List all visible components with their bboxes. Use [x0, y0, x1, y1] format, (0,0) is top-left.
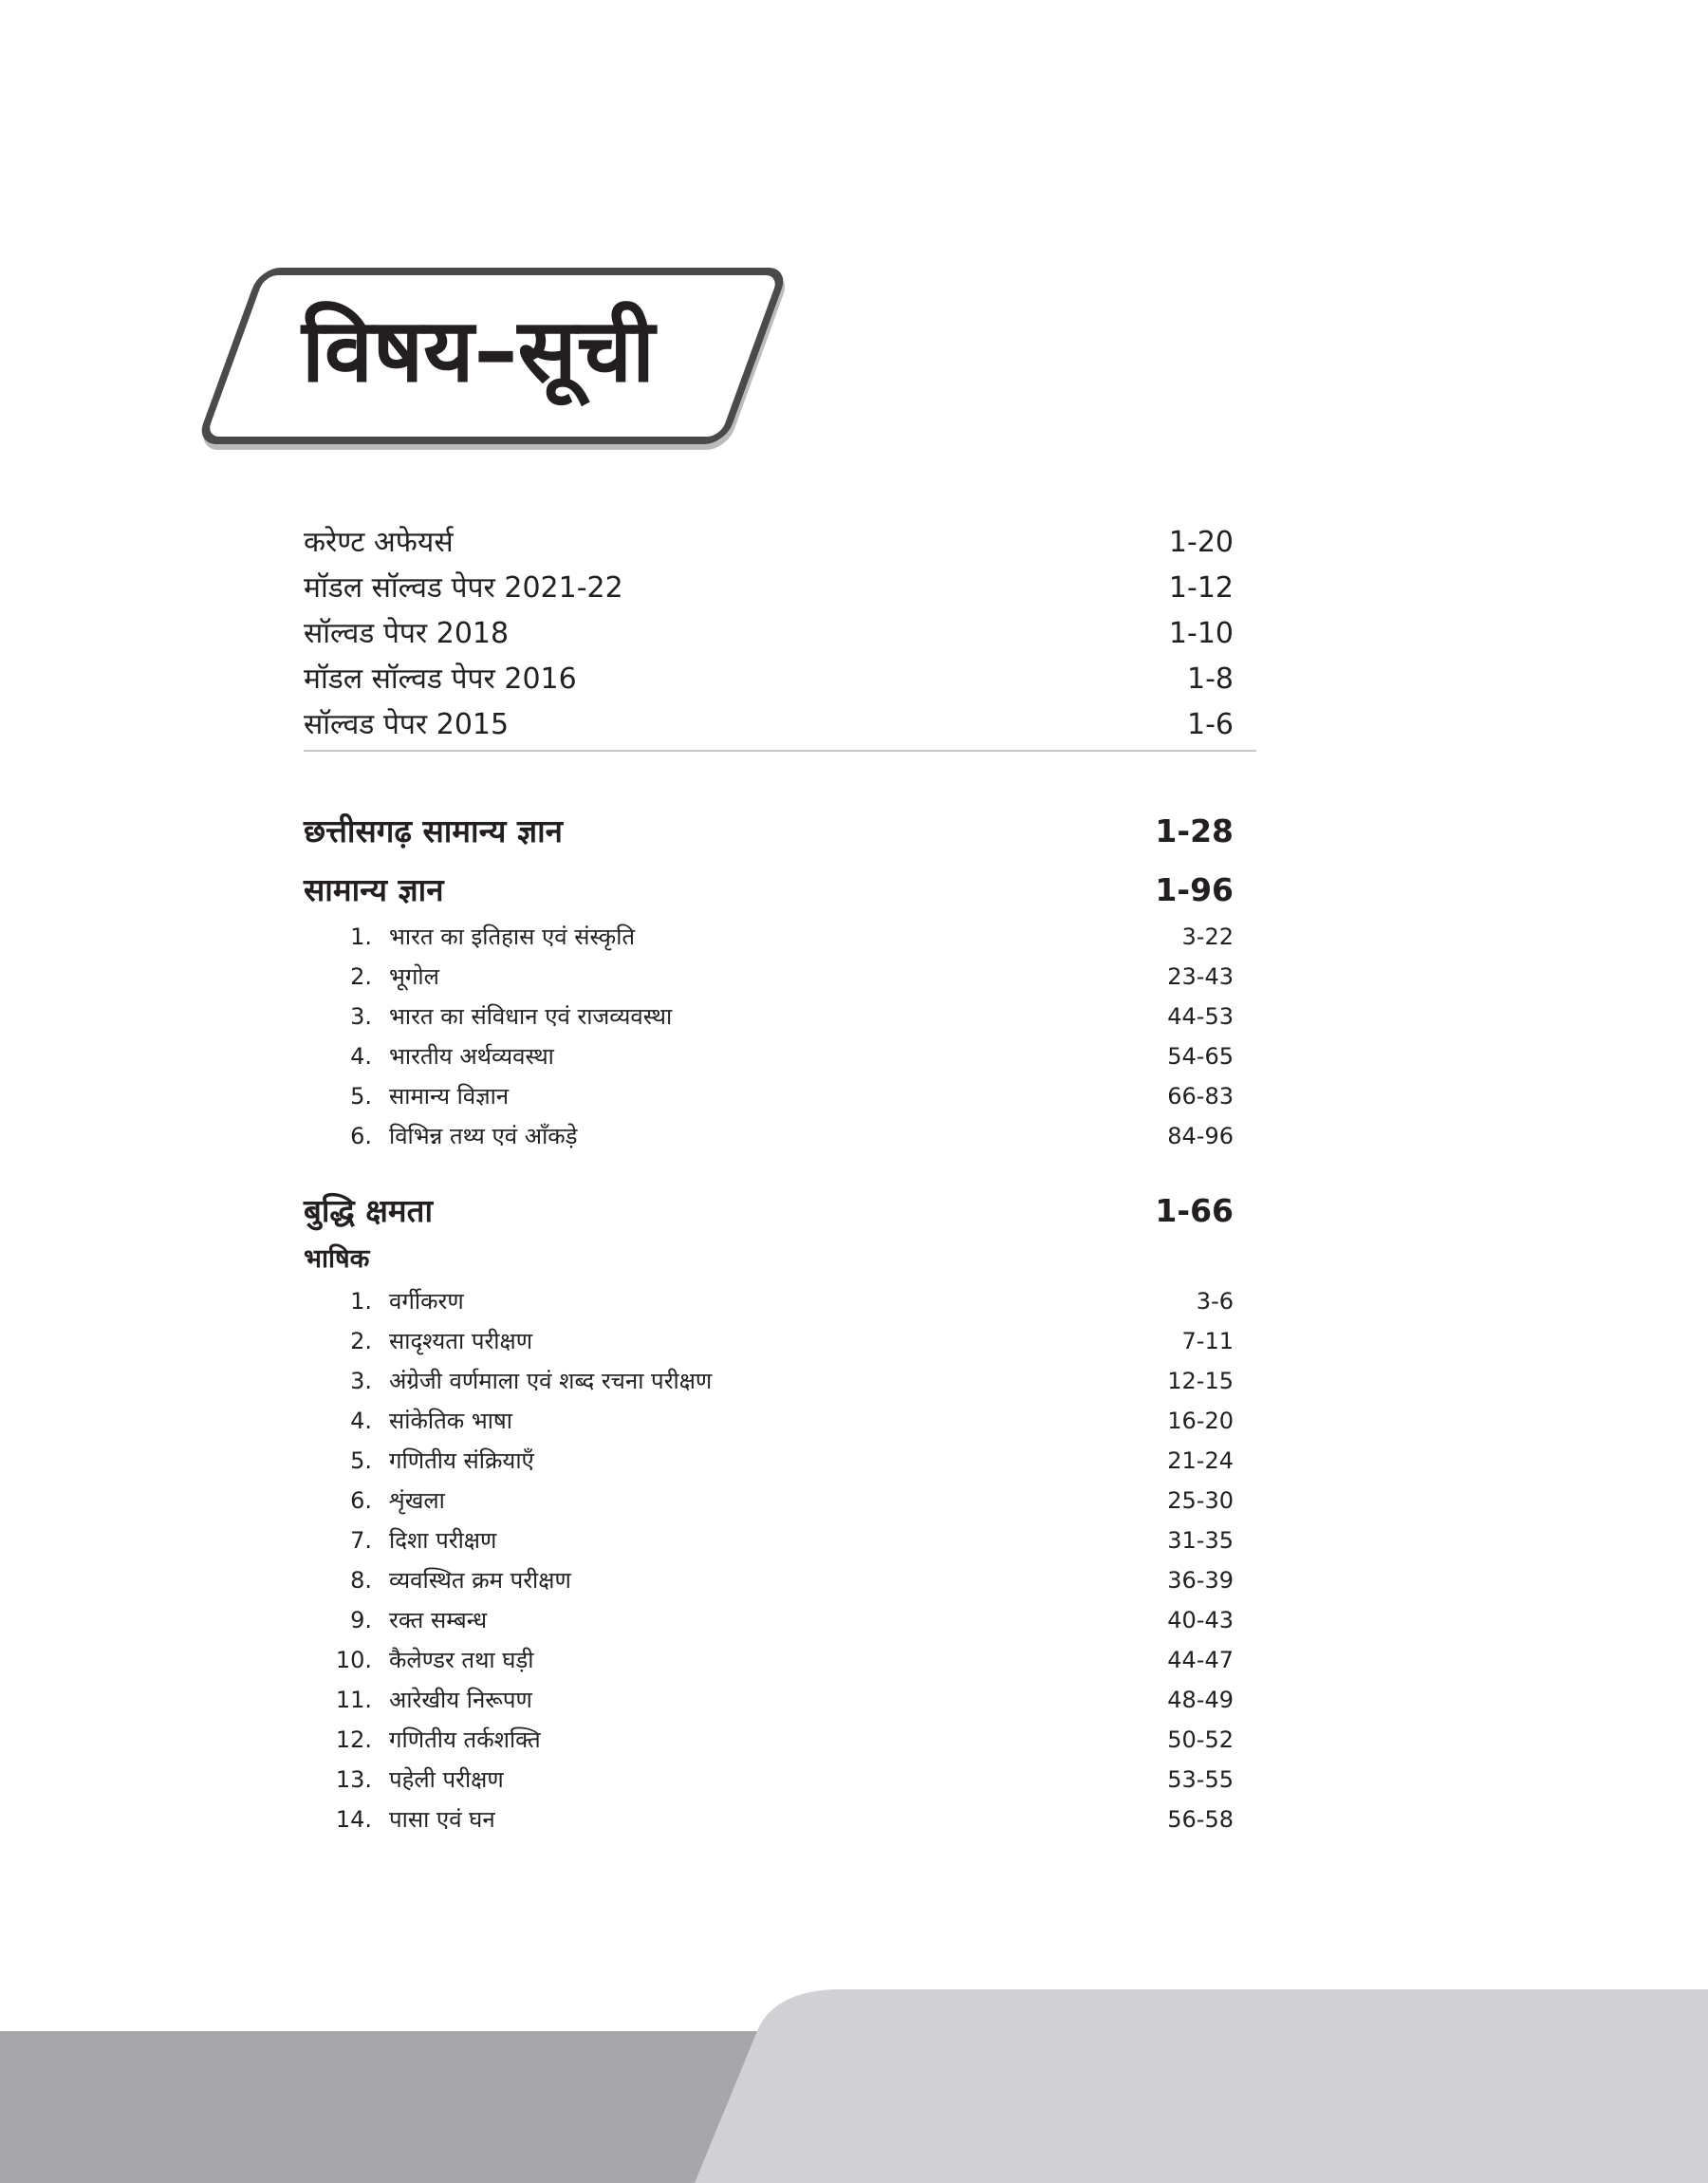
toc-entry-number: 4.	[350, 1043, 372, 1070]
toc-entry[interactable]	[304, 657, 1234, 702]
footer-band	[0, 1974, 1708, 2183]
section-pages: 1-66	[1155, 1192, 1234, 1229]
toc-entry-pages: 40-43	[1167, 1607, 1234, 1633]
toc-entry-pages: 23-43	[1167, 963, 1234, 990]
footer-light-shape	[695, 1989, 1708, 2183]
toc-entry-label	[326, 1800, 495, 1839]
toc-entry[interactable]	[304, 611, 1234, 657]
toc-entry-number: 12.	[335, 1726, 372, 1753]
toc-entry-label	[326, 1760, 504, 1800]
reasoning-items	[304, 1281, 1234, 1839]
toc-entry-pages: 1-6	[1187, 708, 1234, 741]
toc-entry-label	[326, 1036, 554, 1076]
toc-entry-pages: 50-52	[1167, 1726, 1234, 1753]
section-general[interactable]	[304, 864, 1234, 917]
toc-sub-entry[interactable]	[304, 997, 1234, 1036]
toc-entry-label	[326, 1600, 487, 1640]
toc-entry-text: दिशा परीक्षण	[389, 1527, 497, 1554]
section-pages: 1-96	[1155, 871, 1234, 908]
toc-entry-label	[326, 1321, 532, 1361]
toc-entry-text: रक्त सम्बन्ध	[389, 1607, 488, 1633]
toc-entry-label	[326, 1720, 541, 1760]
toc-entry-text: भूगोल	[389, 963, 439, 990]
toc-sub-entry[interactable]	[304, 957, 1234, 997]
toc-entry-label	[326, 1076, 509, 1116]
toc-entry-label	[326, 1441, 534, 1481]
subheading-verbal	[304, 1238, 1234, 1281]
toc-entry-pages: 54-65	[1167, 1043, 1234, 1070]
toc-entry-label: सॉल्वड पेपर 2018	[304, 617, 510, 650]
toc-entry-pages: 7-11	[1181, 1328, 1234, 1354]
toc-entry-label	[326, 1481, 445, 1521]
section-title: बुद्धि क्षमता	[304, 1192, 433, 1229]
toc-sub-entry[interactable]	[304, 1800, 1234, 1839]
toc-sub-entry[interactable]	[304, 1321, 1234, 1361]
toc-entry-text: सादृश्यता परीक्षण	[389, 1328, 533, 1354]
toc-sub-entry[interactable]	[304, 1281, 1234, 1321]
toc-entry-text: सामान्य विज्ञान	[389, 1083, 510, 1110]
section-title: छत्तीसगढ़ सामान्य ज्ञान	[304, 812, 563, 849]
toc-entry-text: अंग्रेजी वर्णमाला एवं शब्द रचना परीक्षण	[389, 1368, 713, 1394]
toc-sub-entry[interactable]	[304, 1600, 1234, 1640]
toc-entry-pages: 31-35	[1167, 1527, 1234, 1554]
toc-entry-pages: 44-53	[1167, 1003, 1234, 1030]
toc-entry-text: वर्गीकरण	[389, 1288, 464, 1315]
toc-sub-entry[interactable]	[304, 1521, 1234, 1560]
toc-entry[interactable]	[304, 702, 1234, 748]
toc-entry-number: 11.	[335, 1687, 372, 1713]
toc-entry-pages: 56-58	[1167, 1806, 1234, 1833]
toc-entry-label	[326, 917, 635, 957]
toc-entry-pages: 1-10	[1168, 617, 1234, 650]
toc-entry-label	[326, 1680, 532, 1720]
toc-entry-number: 3.	[350, 1368, 372, 1394]
toc-entry-number: 14.	[335, 1806, 372, 1833]
toc-entry-number: 5.	[350, 1083, 372, 1110]
toc-entry-pages: 1-20	[1168, 526, 1234, 559]
section-title: सामान्य ज्ञान	[304, 871, 444, 908]
toc-entry-pages: 3-22	[1181, 924, 1234, 950]
toc-entry-text: भारत का इतिहास एवं संस्कृति	[389, 924, 636, 950]
toc-entry-label	[326, 1560, 571, 1600]
toc-entry-pages: 44-47	[1167, 1647, 1234, 1673]
toc-sub-entry[interactable]	[304, 1116, 1234, 1156]
toc-entry-number: 1.	[350, 924, 372, 950]
toc-entry-text: गणितीय संक्रियाएँ	[389, 1447, 534, 1474]
toc-entry-label	[326, 1281, 464, 1321]
toc-entry-number: 1.	[350, 1288, 372, 1315]
toc-entry-number: 4.	[350, 1408, 372, 1434]
toc-entry-pages: 1-12	[1168, 571, 1234, 605]
toc-entry-number: 13.	[335, 1766, 372, 1793]
toc-sub-entry[interactable]	[304, 1760, 1234, 1800]
toc-entry-pages: 84-96	[1167, 1123, 1234, 1149]
toc-entry-text: पासा एवं घन	[389, 1806, 495, 1833]
toc-sub-entry[interactable]	[304, 1680, 1234, 1720]
toc-entry-text: पहेली परीक्षण	[389, 1766, 504, 1793]
toc-entry-pages: 48-49	[1167, 1687, 1234, 1713]
toc-entry-number: 6.	[350, 1123, 372, 1149]
toc-sub-entry[interactable]	[304, 1401, 1234, 1441]
toc-sub-entry[interactable]	[304, 1361, 1234, 1401]
toc-entry-label	[326, 957, 439, 997]
toc-entry-label	[326, 1521, 496, 1560]
toc-entry-pages: 16-20	[1167, 1408, 1234, 1434]
toc-entry-text: सांकेतिक भाषा	[389, 1408, 513, 1434]
toc-entry-label: मॉडल सॉल्वड पेपर 2016	[304, 662, 577, 696]
toc-entry[interactable]	[304, 520, 1234, 566]
toc-entry-number: 10.	[335, 1647, 372, 1673]
toc-entry-number: 8.	[350, 1567, 372, 1594]
toc-entry-pages: 3-6	[1196, 1288, 1234, 1315]
toc-entry-text: कैलेण्डर तथा घड़ी	[389, 1647, 534, 1673]
toc-entry-text: विभिन्न तथ्य एवं आँकड़े	[389, 1123, 578, 1149]
toc-entry-pages: 21-24	[1167, 1447, 1234, 1474]
section-pages: 1-28	[1155, 812, 1234, 849]
toc-entry-number: 5.	[350, 1447, 372, 1474]
toc-entry-number: 6.	[350, 1487, 372, 1514]
toc-entry-number: 2.	[350, 1328, 372, 1354]
toc-entry-number: 9.	[350, 1607, 372, 1633]
toc-entry-pages: 12-15	[1167, 1368, 1234, 1394]
toc-entry-text: व्यवस्थित क्रम परीक्षण	[389, 1567, 571, 1594]
section-chhattisgarh[interactable]	[304, 805, 1234, 858]
toc-entry-pages: 36-39	[1167, 1567, 1234, 1594]
toc-entry[interactable]	[304, 566, 1234, 611]
toc-entry-text: भारतीय अर्थव्यवस्था	[389, 1043, 554, 1070]
toc-entry-label	[326, 997, 672, 1036]
toc-entry-number: 2.	[350, 963, 372, 990]
toc-sub-entry[interactable]	[304, 1441, 1234, 1481]
subheading-label: भाषिक	[304, 1244, 370, 1274]
toc-entry-label	[326, 1640, 534, 1680]
section-reasoning[interactable]	[304, 1185, 1234, 1238]
toc-entry-text: आरेखीय निरूपण	[389, 1687, 532, 1713]
toc-entry-number: 3.	[350, 1003, 372, 1030]
general-items	[304, 917, 1234, 1156]
toc-sub-entry[interactable]	[304, 1640, 1234, 1680]
toc-sub-entry[interactable]	[304, 917, 1234, 957]
toc-entry-number: 7.	[350, 1527, 372, 1554]
toc-entry-pages: 66-83	[1167, 1083, 1234, 1110]
toc-entry-label	[326, 1401, 512, 1441]
toc-entry-text: भारत का संविधान एवं राजव्यवस्था	[389, 1003, 673, 1030]
toc-sub-entry[interactable]	[304, 1076, 1234, 1116]
toc-sub-entry[interactable]	[304, 1560, 1234, 1600]
toc-sub-entry[interactable]	[304, 1481, 1234, 1521]
table-of-contents	[304, 520, 1234, 1839]
toc-entry-text: शृंखला	[389, 1487, 445, 1514]
toc-entry-label: सॉल्वड पेपर 2015	[304, 708, 510, 741]
toc-entry-text: गणितीय तर्कशक्ति	[389, 1726, 541, 1753]
toc-entry-pages: 53-55	[1167, 1766, 1234, 1793]
intro-list	[304, 520, 1234, 748]
toc-sub-entry[interactable]	[304, 1720, 1234, 1760]
toc-entry-label	[326, 1116, 578, 1156]
toc-entry-pages: 1-8	[1187, 662, 1234, 696]
toc-entry-label: मॉडल सॉल्वड पेपर 2021-22	[304, 571, 623, 605]
toc-entry-label: करेण्ट अफेयर्स	[304, 526, 454, 559]
toc-entry-pages: 25-30	[1167, 1487, 1234, 1514]
toc-entry-label	[326, 1361, 712, 1401]
page-title: विषय–सूची	[302, 300, 655, 401]
toc-sub-entry[interactable]	[304, 1036, 1234, 1076]
